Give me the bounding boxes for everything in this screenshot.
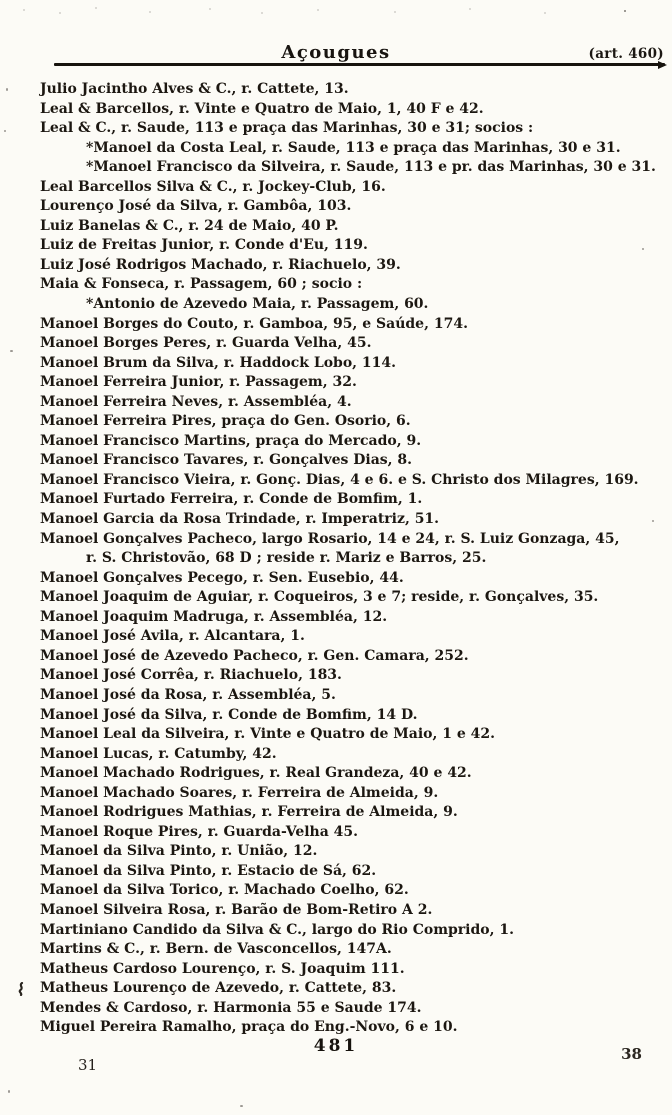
directory-entry: Lourenço José da Silva, r. Gambôa, 103. [40,198,352,215]
directory-entry: Miguel Pereira Ramalho, praça do Eng.-Novo, 6 e 10. [40,1019,458,1036]
directory-entry: Leal & Barcellos, r. Vinte e Quatro de Maio, 1, 40 F e 42. [40,100,484,117]
scan-speck [240,1105,243,1107]
scan-speck [8,1090,10,1093]
directory-entry: Manoel Joaquim de Aguiar, r. Coqueiros, 3 e 7; reside, r. Gonçalves, 35. [40,589,599,606]
directory-entry: Manoel Machado Rodrigues, r. Real Grandeza, 40 e 42. [40,765,472,782]
directory-entry: Manoel Rodrigues Mathias, r. Ferreira de Almeida, 9. [40,804,458,821]
directory-entry: *Antonio de Azevedo Maia, r. Passagem, 60. [86,296,429,313]
directory-entry: Manoel Silveira Rosa, r. Barão de Bom-Retiro A 2. [40,901,433,918]
directory-entry: Manoel Gonçalves Pecego, r. Sen. Eusebio, 44. [40,569,404,586]
directory-entry: Luiz Banelas & C., r. 24 de Maio, 40 P. [40,217,339,234]
directory-entry: Manoel José Corrêa, r. Riachuelo, 183. [40,667,342,684]
page-title: Açougues [281,42,391,63]
manicule-mark-icon [16,982,26,996]
directory-entry: *Manoel Francisco da Silveira, r. Saude, 113 e pr. das Marinhas, 30 e 31. [86,159,656,176]
directory-entry: Manoel Ferreira Neves, r. Assembléa, 4. [40,393,352,410]
directory-entry: Julio Jacintho Alves & C., r. Cattete, 13. [40,81,349,97]
directory-entry: Maia & Fonseca, r. Passagem, 60 ; socio : [40,276,363,293]
directory-entry: Luiz José Rodrigos Machado, r. Riachuelo, 39. [40,256,401,273]
directory-entry: Matheus Cardoso Lourenço, r. S. Joaquim 111. [40,960,405,977]
directory-entry: Manoel Ferreira Junior, r. Passagem, 32. [40,374,357,391]
directory-entry: Manoel Francisco Tavares, r. Gonçalves Dias, 8. [40,452,413,469]
directory-entry: Matheus Lourenço de Azevedo, r. Cattete, 83. [40,979,666,999]
directory-entry: Manoel Brum da Silva, r. Haddock Lobo, 114. [40,354,397,371]
directory-entry: Manoel Garcia da Rosa Trindade, r. Imperatriz, 51. [40,511,440,528]
directory-entry: Manoel Francisco Vieira, r. Gonç. Dias, 4 e 6. e S. Christo dos Milagres, 169. [40,471,639,488]
page-number: 481 [313,1036,359,1056]
directory-entry: Leal Barcellos Silva & C., r. Jockey-Club, 16. [40,178,386,195]
scan-speck [6,88,8,91]
directory-entry: Manoel Lucas, r. Catumby, 42. [40,745,277,762]
directory-entry: Mendes & Cardoso, r. Harmonia 55 e Saude 174. [40,999,422,1016]
directory-entry: Manoel Gonçalves Pacheco, largo Rosario, 14 e 24, r. S. Luiz Gonzaga, 45, [40,530,620,547]
directory-entry: Manoel Leal da Silveira, r. Vinte e Quatro de Maio, 1 e 42. [40,726,496,743]
directory-entry: Manoel da Silva Pinto, r. Estacio de Sá, 62. [40,862,377,879]
directory-entry: Manoel Borges Peres, r. Guarda Velha, 45. [40,335,372,352]
scan-speck [10,350,13,352]
directory-entry: Martins & C., r. Bern. de Vasconcellos, 147A. [40,941,392,958]
entry-list [40,80,666,1038]
directory-entry: Manoel Joaquim Madruga, r. Assembléa, 12. [40,608,388,625]
directory-entry: Martiniano Candido da Silva & C., largo do Rio Comprido, 1. [40,921,514,938]
directory-entry: Luiz de Freitas Junior, r. Conde d'Eu, 119. [40,237,368,254]
directory-entry: *Manoel da Costa Leal, r. Saude, 113 e praça das Marinhas, 30 e 31. [86,139,621,156]
signature-number-right: 38 [621,1045,642,1063]
directory-entry: Manoel José Avila, r. Alcantara, 1. [40,628,305,645]
header-rule [54,63,665,66]
directory-entry: Leal & C., r. Saude, 113 e praça das Marinhas, 30 e 31; socios : [40,120,534,137]
directory-entry: Manoel da Silva Torico, r. Machado Coelho, 62. [40,882,409,899]
article-reference: (art. 460) [588,46,664,62]
directory-entry: Manoel José da Rosa, r. Assembléa, 5. [40,686,336,703]
directory-entry: Manoel Roque Pires, r. Guarda-Velha 45. [40,823,359,840]
directory-entry: Manoel Ferreira Pires, praça do Gen. Osorio, 6. [40,413,411,430]
directory-entry: Manoel Furtado Ferreira, r. Conde de Bomfim, 1. [40,491,423,508]
directory-entry: Manoel da Silva Pinto, r. União, 12. [40,843,318,860]
scan-noise [0,4,672,18]
directory-entry: Manoel José de Azevedo Pacheco, r. Gen. Camara, 252. [40,647,469,664]
directory-entry: Manoel Francisco Martins, praça do Mercado, 9. [40,432,422,449]
scan-speck [4,130,6,132]
directory-entry: Manoel José da Silva, r. Conde de Bomfim, 14 D. [40,706,418,723]
directory-entry: r. S. Christovão, 68 D ; reside r. Mariz e Barros, 25. [86,550,487,567]
signature-number-left: 31 [78,1056,98,1074]
directory-entry: Manoel Borges do Couto, r. Gamboa, 95, e Saúde, 174. [40,315,468,332]
directory-entry: Manoel Machado Soares, r. Ferreira de Almeida, 9. [40,784,439,801]
